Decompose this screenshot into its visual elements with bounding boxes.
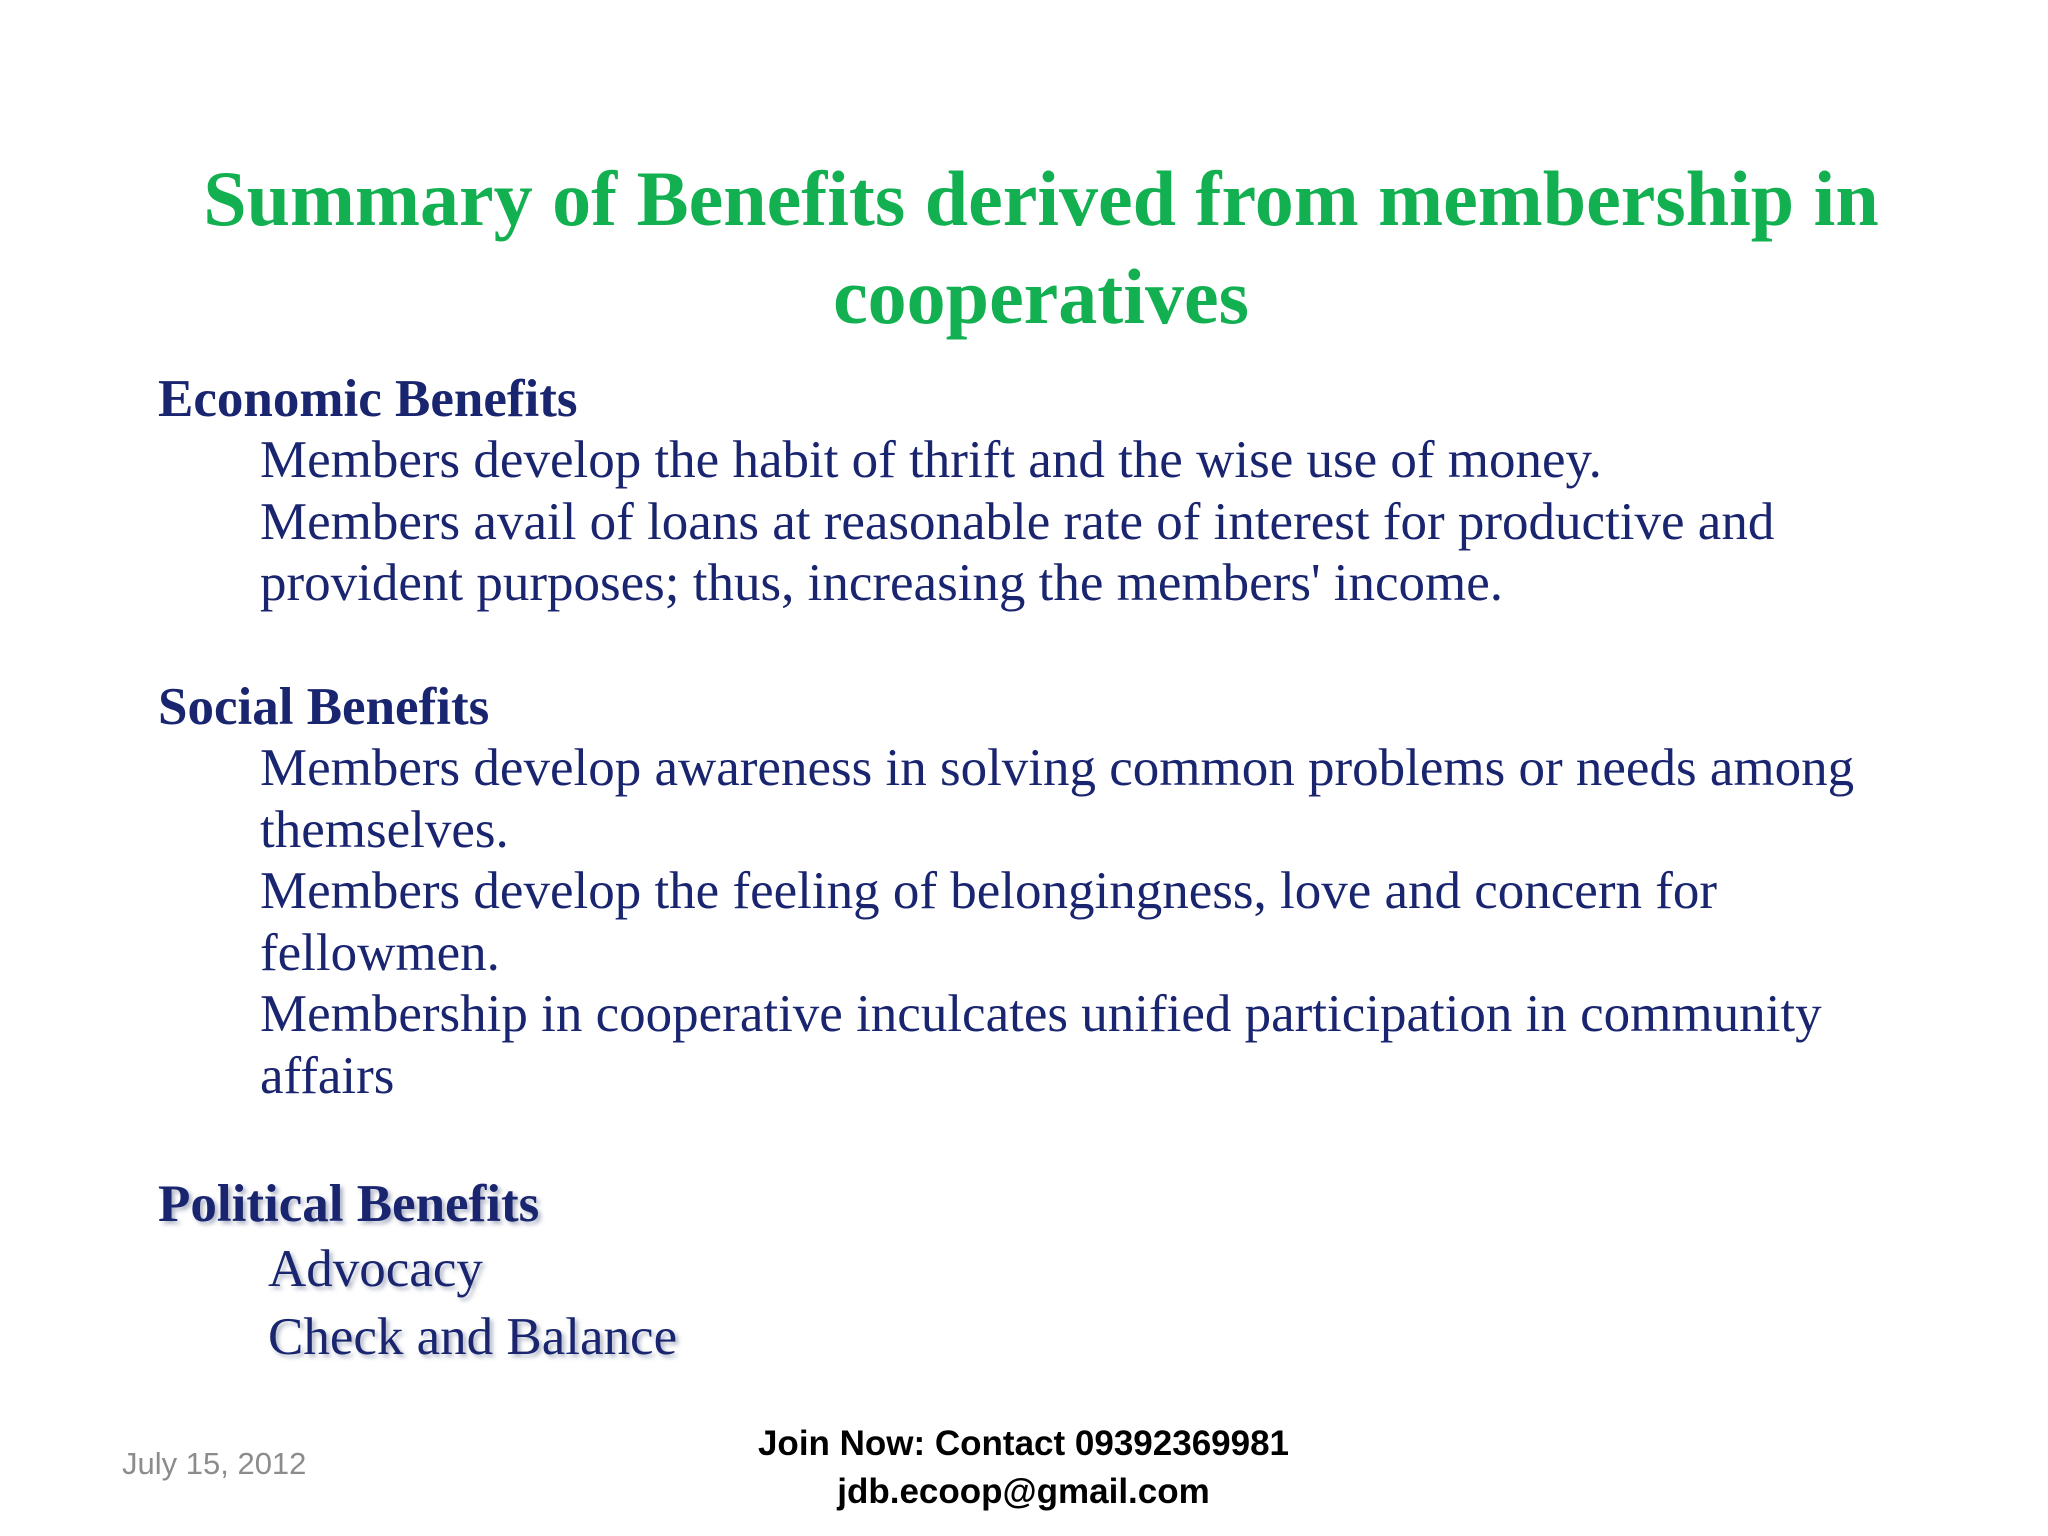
benefit-item: Members avail of loans at reasonable rate of interest for productive and provident purposes; thus, increasing the members' income. xyxy=(260,492,1775,612)
section-heading: Economic Benefits xyxy=(158,370,578,428)
section-heading: Social Benefits xyxy=(158,678,490,736)
benefit-item: Advocacy xyxy=(268,1240,483,1298)
benefit-item: Check and Balance xyxy=(268,1308,678,1366)
contact-phone: Join Now: Contact 09392369981 xyxy=(757,1424,1290,1463)
section-heading: Political Benefits xyxy=(158,1175,540,1233)
slide-title-line-1: Summary of Benefits derived from membership in xyxy=(203,155,1879,242)
benefit-item: Membership in cooperative inculcates unified participation in community affairs xyxy=(260,985,1822,1105)
slide-date: July 15, 2012 xyxy=(122,1446,307,1481)
contact-info xyxy=(620,1420,1427,1516)
slide-title xyxy=(0,150,2048,346)
contact-email: jdb.ecoop@gmail.com xyxy=(837,1472,1210,1511)
economic-benefits-section xyxy=(158,368,1880,615)
benefit-item: Members develop the feeling of belongingness, love and concern for fellowmen. xyxy=(260,862,1718,982)
benefit-item: Members develop the habit of thrift and the wise use of money. xyxy=(260,431,1602,489)
social-benefits-section xyxy=(158,676,1880,1107)
slide-title-line-2: cooperatives xyxy=(833,253,1249,340)
political-benefits-section xyxy=(158,1173,1888,1371)
benefit-item: Members develop awareness in solving common problems or needs among themselves. xyxy=(260,739,1855,859)
